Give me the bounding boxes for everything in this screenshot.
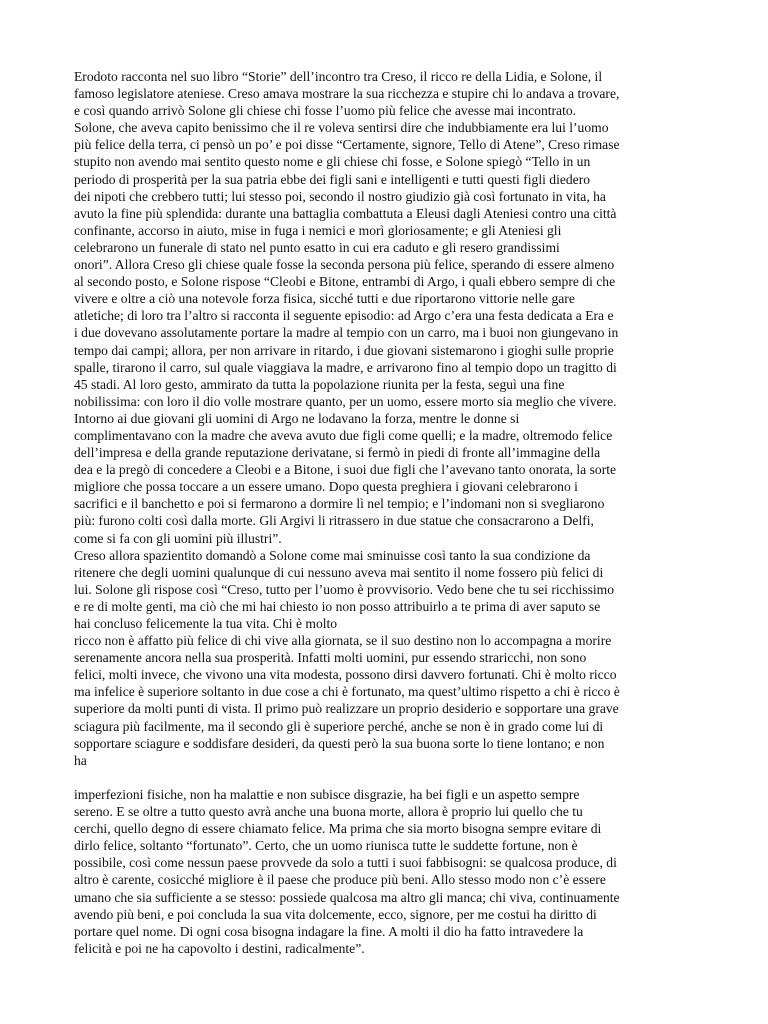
text-line: superiore da molti punti di vista. Il primo può realizzare un proprio desiderio e sopportare una grave xyxy=(74,701,619,717)
text-line: altro è carente, cosicché migliore è il paese che produce più beni. Allo stesso modo non c’è essere xyxy=(74,872,606,888)
text-line: nobilissima: con loro il dio volle mostrare quanto, per un uomo, essere morto sia meglio che vivere. xyxy=(74,393,617,409)
paragraph xyxy=(74,786,698,957)
text-line: avendo più beni, e poi concluda la sua vita dolcemente, ecco, signore, per me costui ha diritto di xyxy=(74,906,597,922)
text-line: Creso allora spazientito domandò a Solone come mai sminuisse così tanto la sua condizione da xyxy=(74,547,591,563)
text-line: felicità e poi ne ha capovolto i destini, radicalmente”. xyxy=(74,940,365,956)
text-line: tempo dai campi; allora, per non arrivare in ritardo, i due giovani sistemarono i gioghi sulle proprie xyxy=(74,342,614,358)
text-line: dea e la pregò di concedere a Cleobi e a Bitone, i suoi due figli che l’avevano tanto onorata, la sorte xyxy=(74,462,617,478)
text-line: dell’impresa e della grande reputazione derivatane, si fermò in piedi di fronte all’immagine della xyxy=(74,445,601,461)
text-line: sciagura più facilmente, ma il secondo gli è superiore perché, anche se non è in grado come lui di xyxy=(74,718,604,734)
text-line: onori”. Allora Creso gli chiese quale fosse la seconda persona più felice, sperando di essere almeno xyxy=(74,257,615,273)
text-line: stupito non avendo mai sentito questo nome e gli chiese chi fosse, e Solone spiegò “Tello in un xyxy=(74,154,591,170)
paragraph xyxy=(74,68,698,769)
text-line: al secondo posto, e Solone rispose “Cleobi e Bitone, entrambi di Argo, i quali ebbero sempre di che xyxy=(74,274,616,290)
text-line: lui. Solone gli rispose così “Creso, tutto per l’uomo è provvisorio. Vedo bene che tu sei ricchissimo xyxy=(74,581,615,597)
text-line: portare quel nome. Di ogni cosa bisogna indagare la fine. A molti il dio ha fatto intravedere la xyxy=(74,923,584,939)
paragraph-gap xyxy=(74,769,698,786)
text-line: complimentavano con la madre che aveva avuto due figli come quelli; e la madre, oltremodo felice xyxy=(74,427,613,443)
text-line: e re di molte genti, ma ciò che mi hai chiesto io non posso attribuirlo a te prima di aver saputo se xyxy=(74,598,601,614)
text-line: spalle, tirarono il carro, sul quale viaggiava la madre, e arrivarono fino al tempio dopo un tragitto di xyxy=(74,359,617,375)
text-line: i due dovevano assolutamente portare la madre al tempio con un carro, ma i buoi non giungevano in xyxy=(74,325,619,341)
text-line: più felice della terra, ci pensò un po’ e poi disse “Certamente, signore, Tello di Atene”, Creso rimase xyxy=(74,137,620,153)
text-line: ritenere che degli uomini qualunque di cui nessuno aveva mai sentito il nome fossero più felici di xyxy=(74,564,604,580)
text-line: Intorno ai due giovani gli uomini di Argo ne lodavano la forza, mentre le donne si xyxy=(74,410,520,426)
text-line: periodo di prosperità per la sua patria ebbe dei figli sani e intelligenti e tutti questi figli diedero xyxy=(74,171,591,187)
text-line: 45 stadi. Al loro gesto, ammirato da tutta la popolazione riunita per la festa, seguì una fine xyxy=(74,376,565,392)
text-line: ma infelice è superiore soltanto in due cose a chi è fortunato, ma quest’ultimo rispetto a chi è ricco è xyxy=(74,684,620,700)
text-line: ha xyxy=(74,752,87,768)
text-line: imperfezioni fisiche, non ha malattie e non subisce disgrazie, ha bei figli e un aspetto sempre xyxy=(74,786,580,802)
text-line: atletiche; di loro tra l’altro si racconta il seguente episodio: ad Argo c’era una festa dedicata a Era e xyxy=(74,308,614,324)
text-line: sereno. E se oltre a tutto questo avrà anche una buona morte, allora è proprio lui quello che tu xyxy=(74,804,583,820)
text-line: serenamente ancora nella sua prosperità. Infatti molti uomini, pur essendo straricchi, non sono xyxy=(74,650,587,666)
text-line: celebrarono un funerale di stato nel punto esatto in cui era caduto e gli resero grandissimi xyxy=(74,239,560,255)
text-line: come si fa con gli uomini più illustri”. xyxy=(74,530,282,546)
text-line: umano che sia sufficiente a se stesso: possiede qualcosa ma altro gli manca; chi viva, continuamente xyxy=(74,889,620,905)
text-line: Solone, che aveva capito benissimo che il re voleva sentirsi dire che indubbiamente era lui l’uomo xyxy=(74,120,609,136)
text-line: migliore che possa toccare a un essere umano. Dopo questa preghiera i giovani celebrarono i xyxy=(74,479,578,495)
text-line: dei nipoti che crebbero tutti; lui stesso poi, secondo il nostro giudizio già così fortunato in vita, ha xyxy=(74,188,606,204)
text-line: vivere e oltre a ciò una notevole forza fisica, sicché tutti e due riportarono vittorie nelle gare xyxy=(74,291,575,307)
document-body xyxy=(74,68,698,957)
text-line: ricco non è affatto più felice di chi vive alla giornata, se il suo destino non lo accompagna a morire xyxy=(74,633,612,649)
text-line: sopportare sciagure e soddisfare desideri, da questi però la sua buona sorte lo tiene lontano; e non xyxy=(74,735,605,751)
text-line: e così quando arrivò Solone gli chiese chi fosse l’uomo più felice che avesse mai incontrato. xyxy=(74,103,577,119)
text-line: confinante, accorso in aiuto, mise in fuga i nemici e morì gloriosamente; e gli Ateniesi gli xyxy=(74,222,562,238)
text-line: Erodoto racconta nel suo libro “Storie” dell’incontro tra Creso, il ricco re della Lidia, e Solone, il xyxy=(74,69,603,84)
text-line: avuto la fine più splendida: durante una battaglia combattuta a Eleusi dagli Ateniesi contro una città xyxy=(74,205,617,221)
text-line: famoso legislatore ateniese. Creso amava mostrare la sua ricchezza e stupire chi lo andava a trovare, xyxy=(74,86,620,102)
text-line: possibile, così come nessun paese provvede da solo a tutti i suoi fabbisogni: se qualcosa produce, di xyxy=(74,855,617,871)
text-line: dirlo felice, soltanto “fortunato”. Certo, che un uomo riunisca tutte le suddette fortune, non è xyxy=(74,838,578,854)
text-line: cerchi, quello degno di essere chiamato felice. Ma prima che sia morto bisogna sempre evitare di xyxy=(74,821,602,837)
text-line: sacrifici e il banchetto e poi si fermarono a dormire lì nel tempio; e l’indomani non si svegliarono xyxy=(74,496,605,512)
text-line: hai concluso felicemente la tua vita. Chi è molto xyxy=(74,616,338,631)
text-line: più: furono colti così dalla morte. Gli Argivi li ritrassero in due statue che consacrarono a Delfi, xyxy=(74,513,594,529)
text-line: felici, molti invece, che vivono una vita modesta, possono dirsi davvero fortunati. Chi è molto ricco xyxy=(74,667,617,683)
